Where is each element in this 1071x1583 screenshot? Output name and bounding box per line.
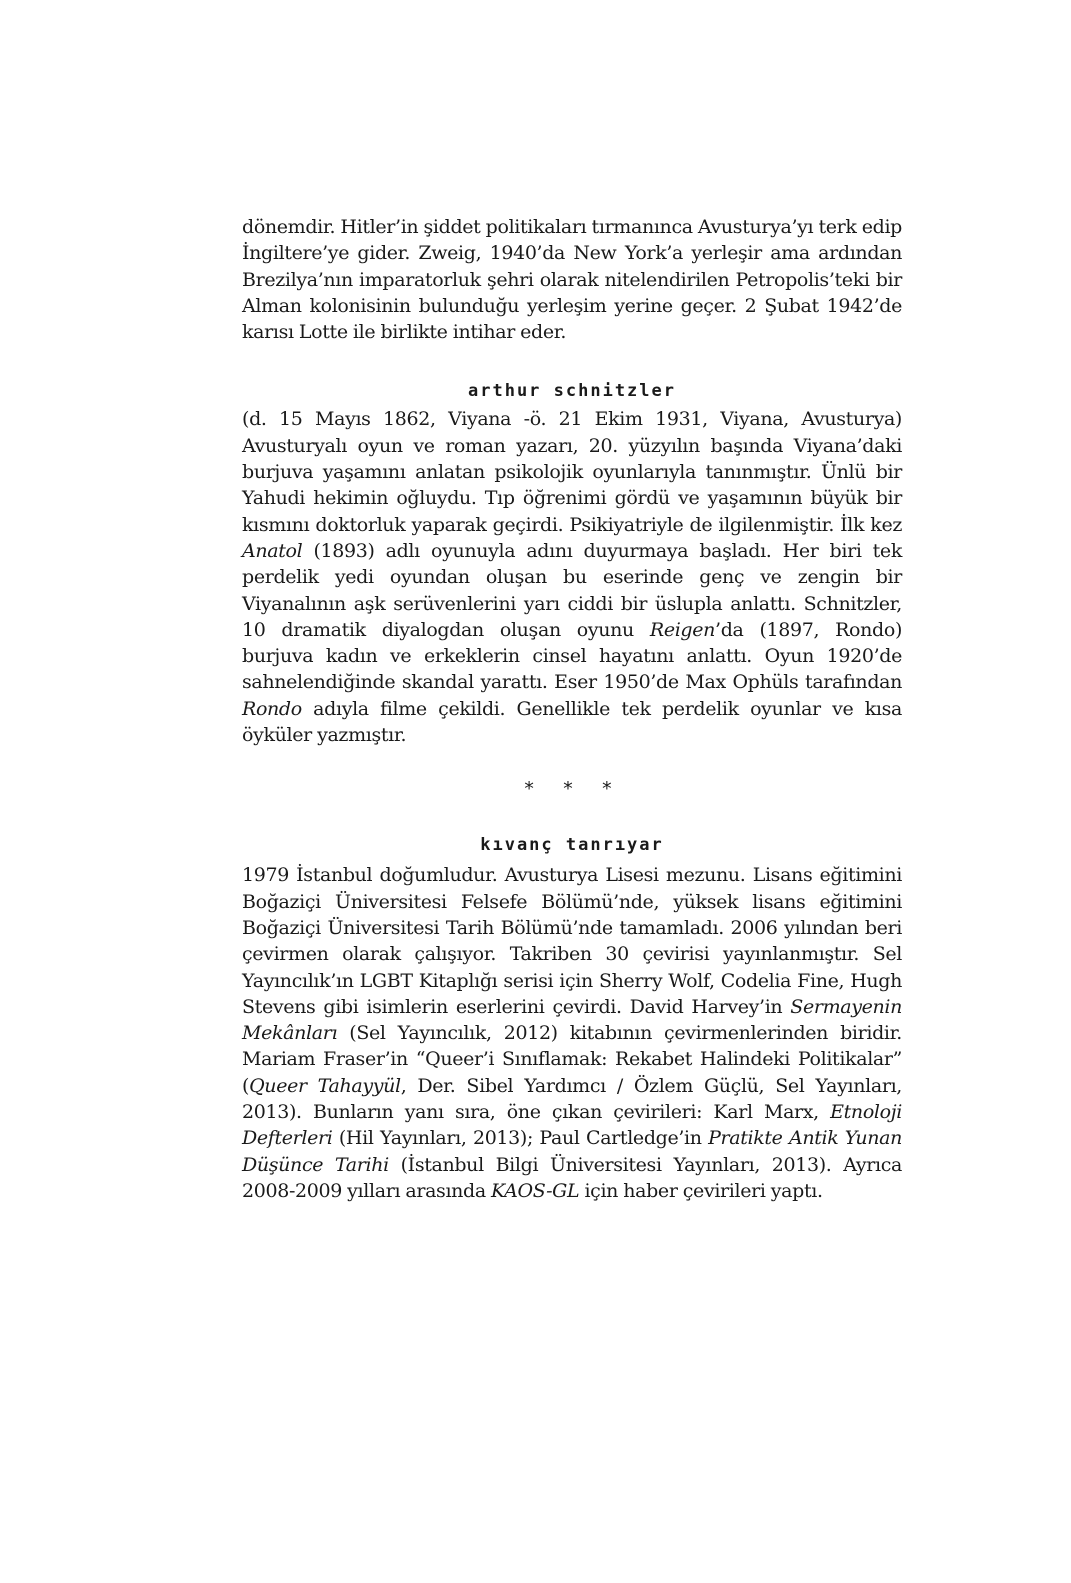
bio-text: 1979 İstanbul doğumludur. Avusturya Lisesi mezunu. Lisans eğitimini Boğaziçi Üniversitesi Felsefe Bölümü’nde, yüksek lisans eğitimini Boğaziçi Üniversitesi Tarih Bölümü’nde tamamladı. 2006 yılından beri çevirmen olarak çalışıyor. Takriben 30 çevirisi yayınlanmıştır. Sel Yayıncılık’ın LGBT Kitaplığı serisi için Sherry Wolf, Codelia Fine, Hugh Stevens gibi isimlerin eserlerini çevirdi. David Harvey’in <box>242 864 902 1018</box>
bio-text: (d. 15 Mayıs 1862, Viyana -ö. 21 Ekim 1931, Viyana, Avusturya) Avusturyalı oyun ve roman yazarı, 20. yüzyılın başında Viyana’daki burjuva yaşamını anlatan psikolojik oyunlarıyla tanınmıştır. Ünlü bir Yahudi hekimin oğluydu. Tıp öğrenimi gördü ve yaşamının büyük bir kısmını doktorluk yaparak geçirdi. Psikiyatriyle de ilgilenmiştir. İlk kez <box>242 408 902 536</box>
intro-paragraph: dönemdir. Hitler’in şiddet politikaları tırmanınca Avusturya’yı terk edip İngiltere’ye gider. Zweig, 1940’da New York’a yerleşir ama ardından Brezilya’nın imparatorluk şehri olarak nitelendirilen Petropolis’teki bir Alman kolonisinin bulunduğu yerleşim yerine geçer. 2 Şubat 1942’de karısı Lotte ile birlikte intihar eder. <box>242 216 902 344</box>
work-title-queer-tahayyul: Queer Tahayyül <box>249 1074 401 1097</box>
work-title-pratikte-antik-yunan: Pratikte Antik Yunan Düşünce Tarihi <box>242 1127 902 1176</box>
work-title-anatol: Anatol <box>242 539 303 562</box>
org-name-kaos-gl: KAOS-GL <box>491 1179 580 1202</box>
work-title-sermayenin-mekanlari: Sermayenin Mekânları <box>242 995 902 1045</box>
tanriyar-bio-paragraph <box>242 862 902 1204</box>
bio-text: için haber çevirileri yaptı. <box>579 1179 823 1202</box>
work-title-etnoloji-defterleri: Etnoloji Defterleri <box>242 1101 902 1150</box>
heading-arthur-schnitzler: arthur schnitzler <box>468 381 676 402</box>
work-title-rondo: Rondo <box>242 697 302 720</box>
work-title-reigen: Reigen <box>649 618 716 641</box>
bio-text: (1893) adlı oyunuyla adını duyurmaya başladı. Her biri tek perdelik yedi oyundan oluşan bu eserinde genç ve zengin bir Viyanalının aşk serüvenlerini yarı ciddi bir üslupla anlattı. Schnitzler, 10 dramatik diyalogdan oluşan oyunu <box>242 539 902 641</box>
bio-text: adıyla filme çekildi. Genellikle tek perdelik oyunlar ve kısa öyküler yazmıştır. <box>242 697 902 747</box>
schnitzler-bio-paragraph <box>242 406 902 748</box>
bio-text: (Sel Yayıncılık, 2012) kitabının çevirmenlerinden biridir. Mariam Fraser’in “Queer’i Sınıflamak: Rekabet Halindeki Politikalar” ( <box>242 1022 902 1097</box>
bio-text: ’da (1897, Rondo) burjuva kadın ve erkeklerin cinsel hayatını anlattı. Oyun 1920’de sahnelendiğinde skandal yarattı. Eser 1950’de Max Ophüls tarafından <box>242 618 903 694</box>
bio-text: (İstanbul Bilgi Üniversitesi Yayınları, 2013). Ayrıca 2008-2009 yılları arasında <box>242 1153 902 1202</box>
bio-text: (Hil Yayınları, 2013); Paul Cartledge’in <box>332 1127 709 1150</box>
heading-kivanc-tanriyar: kıvanç tanrıyar <box>480 835 664 856</box>
page-body <box>242 214 902 1204</box>
bio-text: , Der. Sibel Yardımcı / Özlem Güçlü, Sel Yayınları, 2013). Bunların yanı sıra, öne çıkan çevirileri: Karl Marx, <box>242 1074 902 1124</box>
section-separator: * * * <box>523 778 621 801</box>
